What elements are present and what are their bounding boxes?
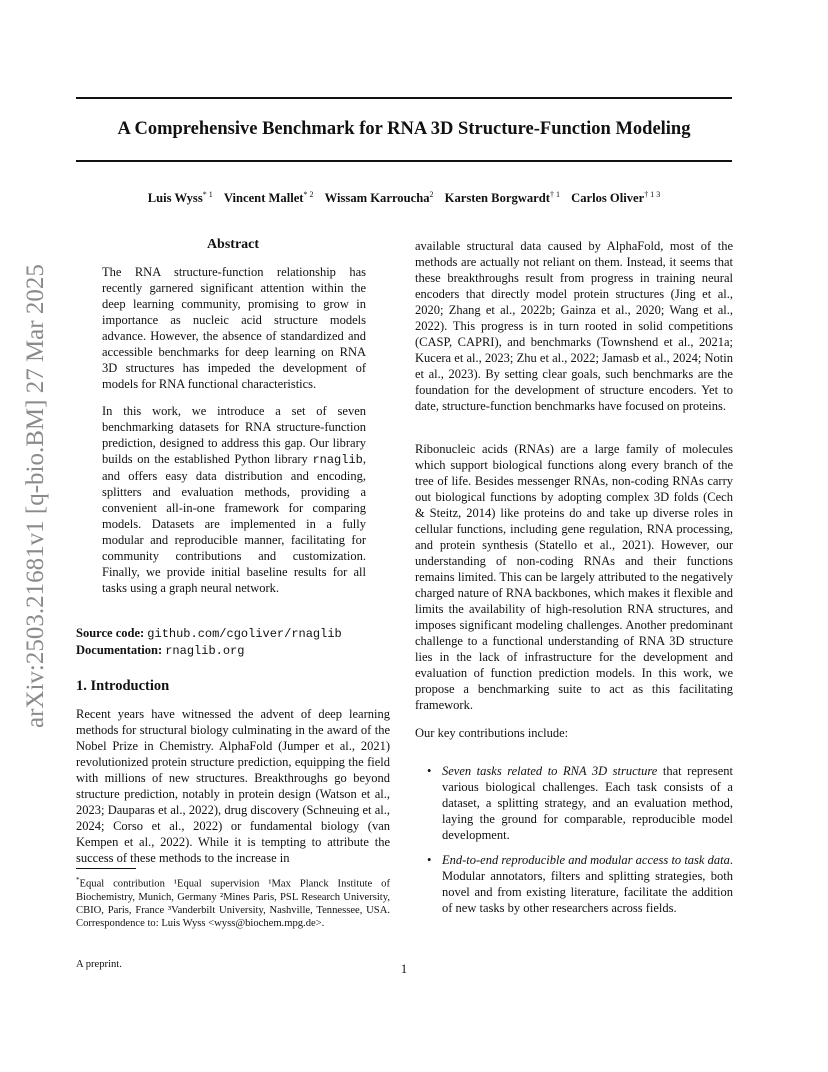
footnote: *Equal contribution ¹Equal supervision ¹Max Planck Institute of Biochemistry, Munich, Germany ²Mines Paris, PSL Research University, CBIO, Paris, France ³Vanderbilt University, Nashville, Tennessee, USA. Correspondence to: Luis Wyss <wyss@biochem.mpg.de>.: [76, 876, 390, 929]
code-links: Source code: github.com/cgoliver/rnaglib Documentation: rnaglib.org: [76, 626, 342, 658]
author-list: [76, 190, 732, 206]
page-number: 1: [400, 962, 408, 976]
bullet-icon: •: [427, 853, 432, 867]
body-paragraph: Our key contributions include:: [415, 726, 569, 740]
documentation-link[interactable]: rnaglib.org: [165, 644, 245, 658]
contribution-text: End-to-end reproducible and modular access to task data. Modular annotators, filters and splitting strategies, both novel and from existing literature, facilitate the addition of new tasks by other researchers across fields.: [442, 853, 733, 915]
contribution-text: Seven tasks related to RNA 3D structure that represent various biological challenges. Each task consists of a dataset, a splitting strategy, and an evaluation method, laying the ground for comparable, reproducible model development.: [442, 764, 733, 842]
bullet-icon: •: [427, 764, 432, 778]
preprint-note: A preprint.: [76, 959, 122, 970]
abstract-heading: Abstract: [206, 237, 260, 252]
body-paragraph: Ribonucleic acids (RNAs) are a large family of molecules which support biological functions along every branch of the tree of life. Besides messenger RNAs, non-coding RNAs carry out biological functions by adopting complex 3D folds (Cech & Steitz, 2014) like proteins do and take up diverse roles in cellular functions, including gene regulation, RNA processing, and protein synthesis (Statello et al., 2021). However, our understanding of non-coding RNAs and their functions remains limited. This can be largely attributed to the negatively charged nature of RNA backbones, which makes it flexible and limits the availability of high-resolution RNA structures, and imposes significant modeling challenges. Another predominant challenge to a functional understanding of RNA 3D structure lies in the lack of infrastructure for the development and evaluation of function prediction models. In this work, we propose a benchmarking suite to act as this facilitating framework.: [415, 442, 733, 712]
footnote-rule: [76, 868, 136, 869]
title-top-rule: [76, 97, 732, 99]
source-code-link[interactable]: github.com/cgoliver/rnaglib: [147, 627, 342, 641]
author: Vincent Mallet$^{* 2}$: [223, 190, 314, 206]
paper-title: A Comprehensive Benchmark for RNA 3D Structure-Function Modeling: [117, 119, 691, 139]
author: Luis Wyss$^{* 1}$: [147, 190, 213, 206]
arxiv-stamp: arXiv:2503.21681v1 [q-bio.BM] 27 Mar 2025: [22, 264, 49, 728]
section-heading: 1. Introduction: [76, 678, 170, 694]
body-paragraph: available structural data caused by AlphaFold, most of the methods are actually not reliant on them. Instead, it seems that these breakthroughs result from progress in training neural encoders that directly model protein structures (Jing et al., 2020; Zhang et al., 2022b; Gainza et al., 2020; Wang et al., 2022). This progress is in turn rooted in solid competitions (CASP, CAPRI), and benchmarks (Townshend et al., 2021a; Kucera et al., 2023; Zhu et al., 2022; Jamasb et al., 2024; Notin et al., 2023). By setting clear goals, such benchmarks are the foundation for the development of structure encoders. Yet to date, structure-function benchmarks have focused on proteins.: [415, 239, 733, 413]
abstract-paragraph: In this work, we introduce a set of seven benchmarking datasets for RNA structure-function prediction, designed to address this gap. Our library builds on the established Python library rnaglib, and offers easy data distribution and encoding, splitters and evaluation methods, providing a convenient all-in-one framework for comparing models. Datasets are implemented in a fully modular and reproducible manner, facilitating for community contributions and customization. Finally, we provide initial baseline results for all tasks using a graph neural network.: [102, 404, 366, 595]
author: Carlos Oliver$^{\dagger 1 3}$: [571, 190, 661, 206]
author: Wissam Karroucha$^2$: [324, 190, 434, 206]
author: Karsten Borgwardt$^{\dagger 1}$: [444, 190, 560, 206]
abstract-paragraph: The RNA structure-function relationship has recently garnered significant attention within the deep learning community, promising to grow in importance as nucleic acid structure models advance. However, the absence of standardized and accessible benchmarks for deep learning on RNA 3D structures has impeded the development of models for RNA functional characteristics.: [102, 265, 366, 391]
title-bottom-rule: [76, 160, 732, 162]
intro-paragraph: Recent years have witnessed the advent of deep learning methods for structural biology culminating in the award of the Nobel Prize in Chemistry. AlphaFold (Jumper et al., 2021) revolutionized protein structure prediction, equipping the field with millions of new structures. Breakthroughs go beyond structure prediction, notably in protein design (Watson et al., 2023; Dauparas et al., 2022), drug discovery (Schneuing et al., 2024; Corso et al., 2022) or fundamental biology (van Kempen et al., 2022). While it is tempting to attribute the success of these methods to the increase in: [76, 707, 390, 865]
library-name: rnaglib: [312, 453, 363, 467]
